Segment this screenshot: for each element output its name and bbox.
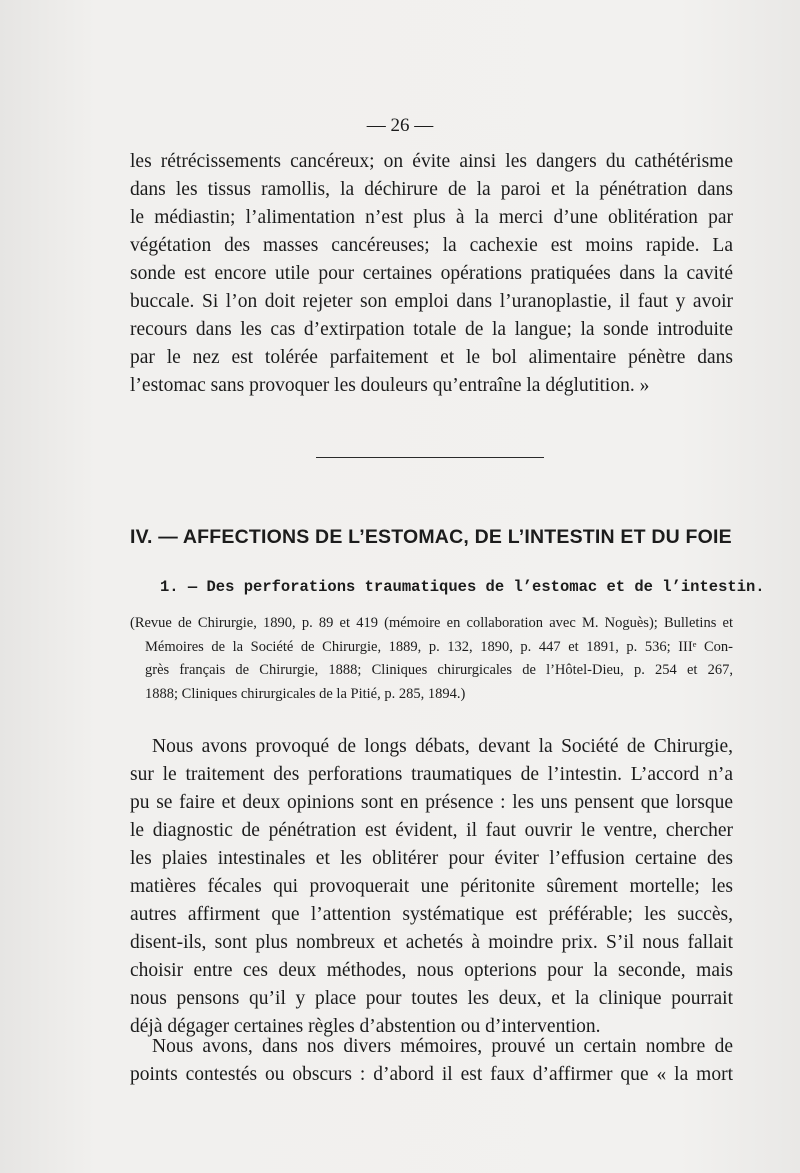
- text-line: choisir entre ces deux méthodes, nous opterions pour la seconde, mais: [130, 960, 733, 981]
- text-line: pu se faire et deux opinions sont en présence : les uns pensent que lorsque: [130, 792, 733, 813]
- text-line: les plaies intestinales et les oblitérer pour éviter l’effusion certaine des: [130, 848, 733, 869]
- page-number: — 26 —: [366, 115, 434, 136]
- paragraph-esophageal-probe: [130, 148, 733, 400]
- text-line: nous pensons qu’il y place pour toutes les deux, et la clinique pourrait: [130, 988, 733, 1009]
- paragraph-perforations: [130, 733, 733, 1041]
- text-line: les rétrécissements cancéreux; on évite ainsi les dangers du cathétérisme: [130, 151, 733, 172]
- reference-line: Mémoires de la Société de Chirurgie, 1889, p. 132, 1890, p. 447 et 1891, p. 536; IIIᵉ Con-: [145, 638, 733, 655]
- text-line: sur le traitement des perforations traumatiques de l’intestin. L’accord n’a: [130, 764, 733, 785]
- text-line: Nous avons, dans nos divers mémoires, prouvé un certain nombre de: [152, 1036, 733, 1057]
- text-line: autres affirment que l’attention systématique est préférable; les succès,: [130, 904, 733, 925]
- text-line: sonde est encore utile pour certaines opérations pratiquées dans la cavité: [130, 263, 733, 284]
- text-line: Nous avons provoqué de longs débats, devant la Société de Chirurgie,: [152, 736, 733, 757]
- text-line: points contestés ou obscurs : d’abord il est faux d’affirmer que « la mort: [130, 1064, 733, 1085]
- paragraph-contested-points: [130, 1033, 733, 1089]
- section-divider: [316, 457, 544, 458]
- text-line: dans les tissus ramollis, la déchirure de la paroi et la pénétration dans: [130, 179, 733, 200]
- text-line: matières fécales qui provoquerait une péritonite sûrement mortelle; les: [130, 876, 733, 897]
- text-line: le diagnostic de pénétration est évident, il faut ouvrir le ventre, chercher: [130, 820, 733, 841]
- reference-line: (Revue de Chirurgie, 1890, p. 89 et 419 (mémoire en collaboration avec M. Noguès); Bulletins et: [130, 615, 733, 631]
- text-line: l’estomac sans provoquer les douleurs qu’entraîne la déglutition. »: [130, 375, 650, 396]
- sub-heading: 1. — Des perforations traumatiques de l’estomac et de l’intestin.: [160, 578, 765, 596]
- text-line: disent-ils, sont plus nombreux et achetés à moindre prix. S’il nous fallait: [130, 932, 733, 953]
- reference-line: 1888; Cliniques chirurgicales de la Pitié, p. 285, 1894.): [145, 685, 466, 702]
- text-line: végétation des masses cancéreuses; la cachexie est moins rapide. La: [130, 235, 733, 256]
- text-line: déjà dégager certaines règles d’abstention ou d’intervention.: [130, 1016, 601, 1037]
- section-heading: IV. — AFFECTIONS DE L’ESTOMAC, DE L’INTESTIN ET DU FOIE: [130, 526, 732, 548]
- text-line: le médiastin; l’alimentation n’est plus à la merci d’une oblitération par: [130, 207, 733, 228]
- text-line: buccale. Si l’on doit rejeter son emploi dans l’uranoplastie, il faut y avoir: [130, 291, 733, 312]
- reference-line: grès français de Chirurgie, 1888; Cliniques chirurgicales de l’Hôtel-Dieu, p. 254 et 267,: [145, 662, 733, 678]
- text-line: par le nez est tolérée parfaitement et le bol alimentaire pénètre dans: [130, 347, 733, 368]
- text-line: recours dans les cas d’extirpation totale de la langue; la sonde introduite: [130, 319, 733, 340]
- references-block: [130, 612, 733, 706]
